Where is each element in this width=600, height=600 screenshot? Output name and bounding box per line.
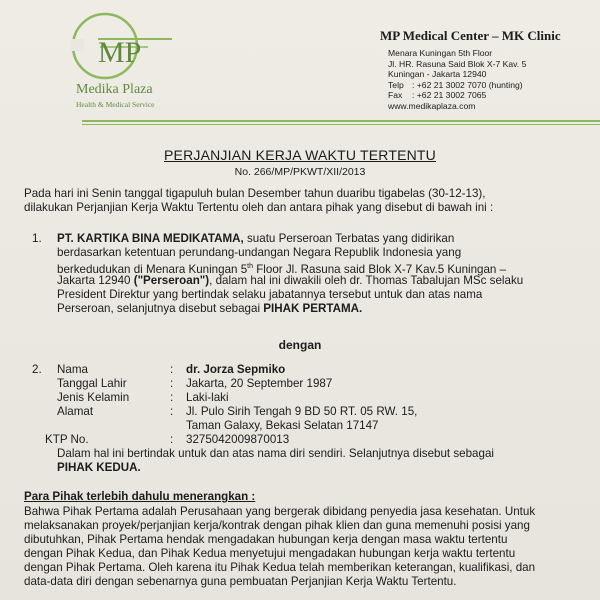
party1-line-6 [57,302,362,316]
field-colon: : [170,405,174,418]
logo-letters: MP [98,36,142,69]
medika-plaza-logo [70,6,190,110]
phone-label: Telp [388,79,404,90]
recital-line: dengan Pihak Pertama. Oleh karena itu Pihak Kedua telah memberikan keterangan, kualifikasi, dan [24,561,536,574]
field-value-birth: Jakarta, 20 September 1987 [186,377,333,390]
field-value-address-2: Taman Galaxy, Bekasi Selatan 17147 [186,419,379,432]
letterhead-divider [82,120,600,122]
fax-value: : +62 21 3002 7065 [412,90,487,101]
recital-line: melaksanakan proyek/perjanjian kerja/kontrak dengan pihak klien dan guna memenuhi posisi yang [24,519,530,532]
recital-line: Bahwa Pihak Pertama adalah Perusahaan yang bergerak dibidang penyedia jasa kesehatan. Untuk [24,505,536,518]
party1-number: 1. [32,232,42,245]
field-colon: : [170,377,174,390]
intro-line-2: dilakukan Perjanjian Kerja Waktu Tertentu oleh dan antara pihak yang disebut di bawah ini : [24,201,494,214]
party1-line-5: President Direktur yang bertindak selaku jabatannya tersebut untuk dan atas nama [57,288,483,301]
party1-line-3a: berkedudukan di Menara Kuningan 5 [57,262,248,276]
pihak-pertama: PIHAK PERTAMA. [263,302,363,315]
clinic-contact-block [380,28,595,112]
field-label: Tanggal Lahir [57,377,127,390]
clinic-name: MP Medical Center – MK Clinic [380,28,561,43]
party2-closing-1: Dalam hal ini bertindak untuk dan atas nama diri sendiri. Selanjutnya disebut sebagai [57,447,494,460]
field-label: Jenis Kelamin [57,391,130,404]
field-value-gender: Laki-laki [186,391,229,404]
recital-line: dibutuhkan, Pihak Pertama hendak mengadakan hubungan kerja dengan masa waktu tertentu [24,533,508,546]
party1-line-4 [57,274,523,288]
field-label: KTP No. [45,433,89,446]
clinic-address-1: Menara Kuningan 5th Floor [388,48,493,58]
party1-company: PT. KARTIKA BINA MEDIKATAMA, [57,232,244,245]
party1-line-4b: , dalam hal ini diwakili oleh dr. Thomas Tabalujan MSc selaku [209,274,524,287]
party1-line-1-text: suatu Perseroan Terbatas yang didirikan [243,232,455,245]
field-value-ktp: 3275042009870013 [186,433,290,446]
recitals-heading: Para Pihak terlebih dahulu menerangkan : [24,490,256,503]
party2-number: 2. [32,363,42,376]
clinic-address-3: Kuningan - Jakarta 12940 [388,69,487,80]
field-colon: : [170,433,174,446]
document-title: PERJANJIAN KERJA WAKTU TERTENTU [164,147,436,163]
clinic-website: www.medikaplaza.com [388,100,476,111]
phone-value: : +62 21 3002 7070 (hunting) [412,79,523,90]
logo-mark-icon [70,6,190,86]
party1-line-3b: Floor Jl. Rasuna said Blok X-7 Kav.5 Kuningan – [253,262,507,276]
party1-line-2: berdasarkan ketentuan perundang-undangan Negara Republik Indonesia yang [57,246,462,259]
fax-label: Fax [388,90,403,101]
recital-line: dengan Pihak Kedua, dan Pihak Kedua menyetujui mengadakan hubungan kerja waktu tertentu [24,547,516,560]
document-number: No. 266/MP/PKWT/XII/2013 [234,166,366,178]
party1-sup: th [247,263,253,270]
field-colon: : [170,391,174,404]
party1-line-1 [57,232,454,246]
party1-line-4a: Jakarta 12940 [57,274,134,287]
field-colon: : [170,363,174,376]
field-value-address-1: Jl. Pulo Sirih Tengah 9 BD 50 RT. 05 RW. 15, [186,405,418,418]
logo-tagline: Health & Medical Service [76,100,155,109]
party1-perseroan: ("Perseroan") [133,274,210,287]
recital-line: data-data diri dengan sebenarnya guna pembuatan Perjanjian Kerja Waktu Tertentu. [24,575,457,588]
field-label: Nama [57,363,88,376]
letterhead-divider-thin [82,124,600,125]
clinic-address-2: Jl. HR. Rasuna Said Blok X-7 Kav. 5 [388,58,527,69]
clinic-fax [380,90,595,101]
clinic-phone [380,80,595,91]
field-value-name: dr. Jorza Sepmiko [186,363,286,376]
dengan-separator: dengan [278,338,322,352]
logo-name: Medika Plaza [76,82,153,97]
pihak-kedua: PIHAK KEDUA. [57,461,141,474]
intro-line-1: Pada hari ini Senin tanggal tigapuluh bulan Desember tahun duaribu tigabelas (30-12-13), [24,187,486,200]
field-label: Alamat [57,405,94,418]
party1-line-6a: Perseroan, selanjutnya disebut sebagai [57,302,264,315]
